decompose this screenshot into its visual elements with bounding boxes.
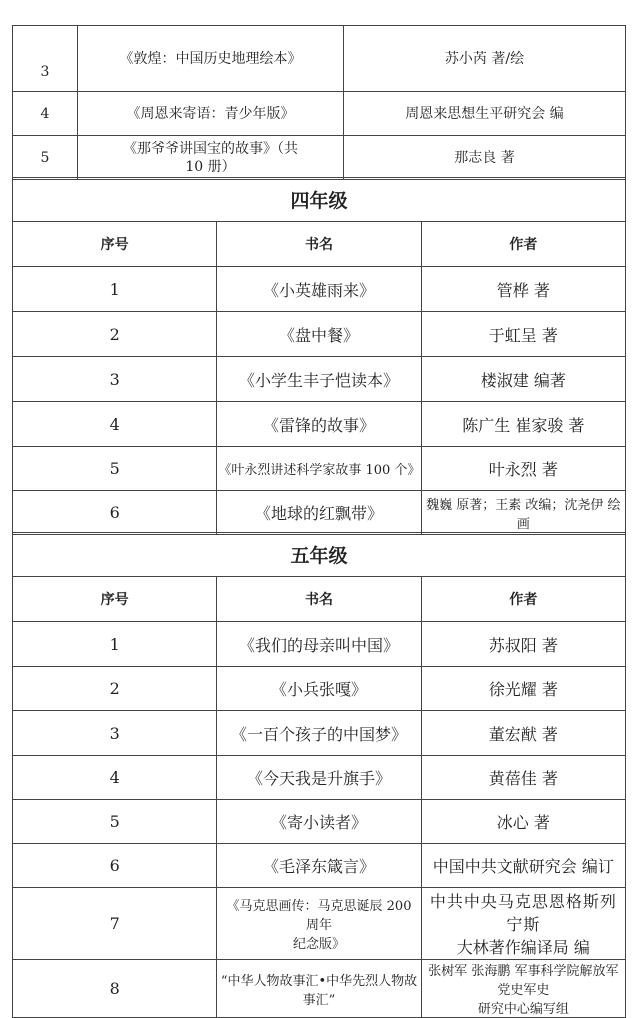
book-title: 《小英雄雨来》 (217, 267, 421, 312)
row-number: 8 (13, 960, 217, 1018)
book-title: 《一百个孩子的中国梦》 (217, 711, 421, 756)
row-number: 4 (13, 402, 217, 447)
book-author: 陈广生 崔家骏 著 (421, 402, 625, 447)
col-header-author: 作者 (421, 577, 625, 622)
row-number: 3 (13, 26, 78, 92)
grade5-table (12, 532, 626, 1018)
book-author: 苏小芮 著/绘 (344, 26, 626, 92)
book-title: 《毛泽东箴言》 (217, 844, 421, 888)
book-title: 《今天我是升旗手》 (217, 756, 421, 800)
grade4-heading: 四年级 (13, 178, 626, 222)
row-number: 3 (13, 711, 217, 756)
book-title-line: 10 册） (185, 158, 236, 175)
book-author: 于虹呈 著 (421, 312, 625, 357)
header-row (13, 577, 626, 622)
row-number: 2 (13, 667, 217, 711)
table-row (13, 402, 626, 447)
table-row (13, 357, 626, 402)
book-author: 楼淑建 编著 (421, 357, 625, 402)
book-title: 《敦煌：中国历史地理绘本》 (78, 26, 344, 92)
book-title: 《小学生丰子恺读本》 (217, 357, 421, 402)
col-header-author: 作者 (421, 222, 625, 267)
book-author (421, 888, 625, 960)
grade5-heading: 五年级 (13, 533, 626, 577)
table-row (13, 960, 626, 1018)
col-header-number: 序号 (13, 222, 217, 267)
book-title-line: “中华人物故事汇•中华先烈人物故 (220, 973, 418, 989)
row-number: 5 (13, 447, 217, 491)
book-author-line: 张树军 张海鹏 军事科学院解放军党史军史 (428, 964, 619, 998)
table-row (13, 888, 626, 960)
book-title (217, 960, 421, 1018)
book-author: 苏叔阳 著 (421, 622, 625, 667)
book-title-line: 纪念版》 (292, 937, 345, 952)
table-row (13, 92, 626, 136)
book-author: 冰心 著 (421, 800, 625, 844)
row-number: 4 (13, 756, 217, 800)
row-number: 1 (13, 267, 217, 312)
book-title: 《叶永烈讲述科学家故事 100 个》 (217, 447, 421, 491)
book-author: 徐光耀 著 (421, 667, 625, 711)
book-title-line: 《马克思画传：马克思诞辰 200 周年 (226, 899, 412, 933)
table-row (13, 800, 626, 844)
book-author: 董宏猷 著 (421, 711, 625, 756)
col-header-number: 序号 (13, 577, 217, 622)
table-row (13, 136, 626, 180)
row-number: 4 (13, 92, 78, 136)
table-row (13, 312, 626, 357)
table-row (13, 667, 626, 711)
col-header-title: 书名 (217, 222, 421, 267)
book-title-line: 《那爷爷讲国宝的故事》（共 (123, 140, 298, 157)
row-number: 5 (13, 136, 78, 180)
header-row (13, 222, 626, 267)
book-author: 叶永烈 著 (421, 447, 625, 491)
table-row (13, 267, 626, 312)
table-row (13, 844, 626, 888)
row-number: 6 (13, 491, 217, 535)
book-author-line: 中共中央马克思恩格斯列宁斯 (429, 892, 617, 934)
book-title: 《地球的红飘带》 (217, 491, 421, 535)
row-number: 7 (13, 888, 217, 960)
table-row (13, 756, 626, 800)
row-number: 1 (13, 622, 217, 667)
book-title (217, 888, 421, 960)
book-author-line: 大林著作编译局 编 (456, 938, 590, 957)
book-author: 魏巍 原著；王素 改编；沈尧伊 绘画 (421, 491, 625, 535)
prev-grade-table (12, 25, 626, 180)
book-author: 黄蓓佳 著 (421, 756, 625, 800)
book-author: 管桦 著 (421, 267, 625, 312)
row-number: 3 (13, 357, 217, 402)
table-row (13, 622, 626, 667)
book-author (421, 960, 625, 1018)
table-row (13, 447, 626, 491)
book-title: 《寄小读者》 (217, 800, 421, 844)
col-header-title: 书名 (217, 577, 421, 622)
book-title (78, 136, 344, 180)
table-row (13, 711, 626, 756)
book-author: 那志良 著 (344, 136, 626, 180)
table-row (13, 491, 626, 535)
book-title: 《雷锋的故事》 (217, 402, 421, 447)
book-author: 中国中共文献研究会 编订 (421, 844, 625, 888)
book-title: 《我们的母亲叫中国》 (217, 622, 421, 667)
book-title: 《小兵张嘎》 (217, 667, 421, 711)
book-title: 《周恩来寄语：青少年版》 (78, 92, 344, 136)
row-number: 6 (13, 844, 217, 888)
book-title-line: 事汇” (302, 992, 336, 1008)
table-row (13, 26, 626, 92)
grade4-table (12, 177, 626, 535)
row-number: 5 (13, 800, 217, 844)
book-title: 《盘中餐》 (217, 312, 421, 357)
row-number: 2 (13, 312, 217, 357)
book-author-line: 研究中心编写组 (477, 1002, 569, 1017)
book-author: 周恩来思想生平研究会 编 (344, 92, 626, 136)
